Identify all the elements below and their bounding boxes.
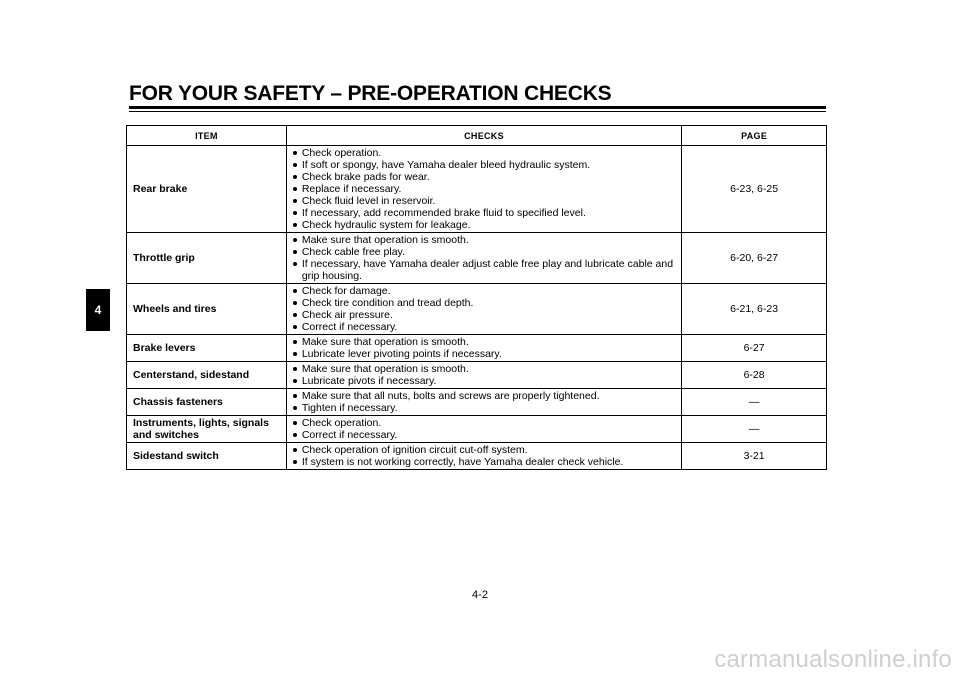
page-title: FOR YOUR SAFETY – PRE-OPERATION CHECKS: [129, 82, 612, 105]
title-rule-thin: [129, 111, 826, 112]
check-item: Check cable free play.: [291, 246, 677, 258]
check-item: Check hydraulic system for leakage.: [291, 219, 677, 231]
check-item: Check operation of ignition circuit cut-off system.: [291, 444, 677, 456]
check-item: Check fluid level in reservoir.: [291, 195, 677, 207]
check-item: If necessary, add recommended brake fluid to specified level.: [291, 207, 677, 219]
page-reference-cell: —: [682, 416, 827, 443]
table-header-row: [127, 126, 827, 146]
check-item: If necessary, have Yamaha dealer adjust cable free play and lubricate cable and grip housing.: [291, 258, 677, 282]
checks-list: [291, 444, 677, 468]
page-reference-cell: 6-27: [682, 335, 827, 362]
checks-cell: [286, 335, 681, 362]
item-cell: Instruments, lights, signals and switches: [127, 416, 287, 443]
check-item: Check tire condition and tread depth.: [291, 297, 677, 309]
page-reference-cell: 6-28: [682, 362, 827, 389]
chapter-tab: 4: [86, 289, 110, 331]
page-reference-cell: 3-21: [682, 443, 827, 470]
checks-list: [291, 147, 677, 231]
table-row: [127, 146, 827, 233]
check-item: Tighten if necessary.: [291, 402, 677, 414]
watermark: carmanualsonline.info: [714, 646, 952, 673]
pre-operation-checks-table: [126, 125, 827, 470]
check-item: Check operation.: [291, 147, 677, 159]
item-cell: Wheels and tires: [127, 284, 287, 335]
check-item: Lubricate pivots if necessary.: [291, 375, 677, 387]
column-header-checks: CHECKS: [286, 126, 681, 146]
checks-list: [291, 390, 677, 414]
check-item: Correct if necessary.: [291, 429, 677, 441]
item-cell: Chassis fasteners: [127, 389, 287, 416]
check-item: If soft or spongy, have Yamaha dealer bleed hydraulic system.: [291, 159, 677, 171]
title-rule: [129, 106, 826, 109]
item-cell: Throttle grip: [127, 233, 287, 284]
checks-list: [291, 417, 677, 441]
table-body: [127, 146, 827, 470]
check-item: Check air pressure.: [291, 309, 677, 321]
check-item: Make sure that all nuts, bolts and screws are properly tightened.: [291, 390, 677, 402]
checks-cell: [286, 284, 681, 335]
item-cell: Rear brake: [127, 146, 287, 233]
item-cell: Brake levers: [127, 335, 287, 362]
checks-list: [291, 234, 677, 282]
check-item: Lubricate lever pivoting points if necessary.: [291, 348, 677, 360]
checks-list: [291, 285, 677, 333]
checks-cell: [286, 233, 681, 284]
table-row: [127, 443, 827, 470]
checks-cell: [286, 362, 681, 389]
table-row: [127, 416, 827, 443]
checks-cell: [286, 146, 681, 233]
table-row: [127, 335, 827, 362]
table-row: [127, 284, 827, 335]
page-reference-cell: 6-23, 6-25: [682, 146, 827, 233]
check-item: Check operation.: [291, 417, 677, 429]
checks-list: [291, 363, 677, 387]
item-cell: Sidestand switch: [127, 443, 287, 470]
check-item: Make sure that operation is smooth.: [291, 336, 677, 348]
page-reference-cell: 6-21, 6-23: [682, 284, 827, 335]
table-row: [127, 362, 827, 389]
check-item: Check for damage.: [291, 285, 677, 297]
table-row: [127, 389, 827, 416]
checks-cell: [286, 416, 681, 443]
page-reference-cell: 6-20, 6-27: [682, 233, 827, 284]
page-reference-cell: —: [682, 389, 827, 416]
table-row: [127, 233, 827, 284]
page-number: 4-2: [472, 589, 488, 601]
checks-cell: [286, 443, 681, 470]
check-item: If system is not working correctly, have Yamaha dealer check vehicle.: [291, 456, 677, 468]
check-item: Correct if necessary.: [291, 321, 677, 333]
column-header-item: ITEM: [127, 126, 287, 146]
column-header-page: PAGE: [682, 126, 827, 146]
checks-cell: [286, 389, 681, 416]
check-item: Replace if necessary.: [291, 183, 677, 195]
check-item: Make sure that operation is smooth.: [291, 363, 677, 375]
item-cell: Centerstand, sidestand: [127, 362, 287, 389]
check-item: Check brake pads for wear.: [291, 171, 677, 183]
check-item: Make sure that operation is smooth.: [291, 234, 677, 246]
checks-list: [291, 336, 677, 360]
